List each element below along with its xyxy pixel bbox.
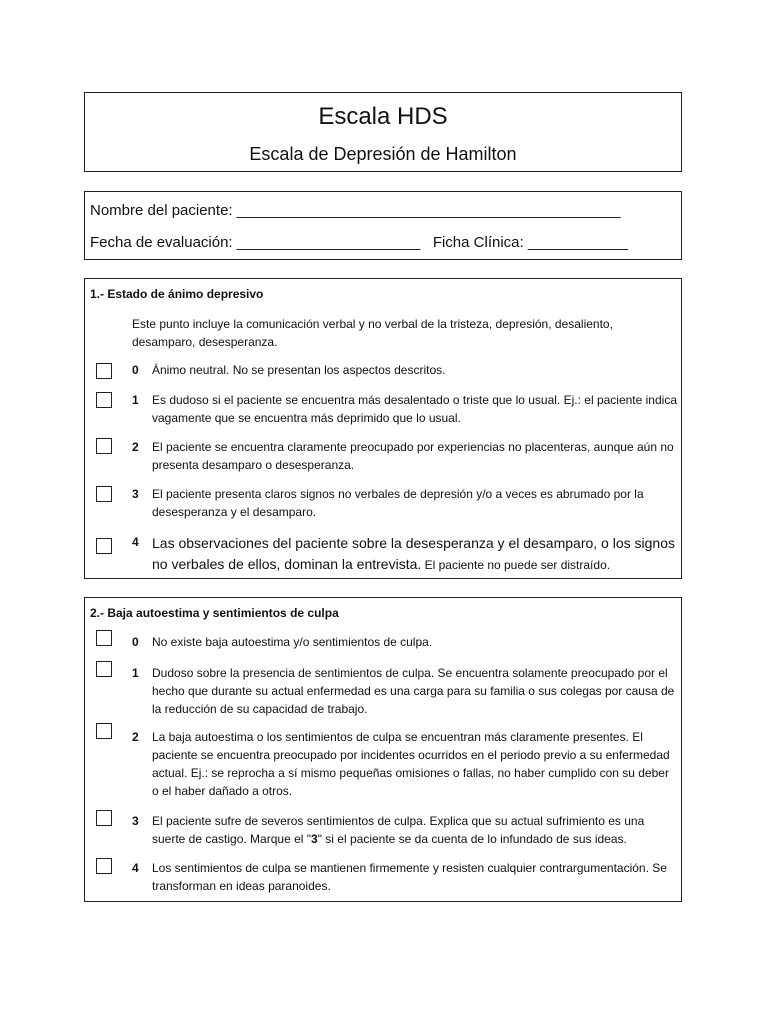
score-number: 1 (132, 666, 139, 680)
evaluation-date-field[interactable]: ______________________ (236, 234, 421, 251)
ficha-clinica-field[interactable]: ____________ (527, 234, 628, 251)
score-number: 2 (132, 440, 139, 454)
score-checkbox[interactable] (96, 438, 112, 454)
title-box (84, 92, 682, 172)
patient-name-line (90, 202, 621, 219)
score-description (152, 533, 677, 575)
score-checkbox[interactable] (96, 858, 112, 874)
score-checkbox[interactable] (96, 486, 112, 502)
score-number: 4 (132, 535, 139, 549)
score-description: No existe baja autoestima y/o sentimientos de culpa. (152, 635, 433, 649)
patient-info-box (84, 191, 682, 260)
score-number: 1 (132, 393, 139, 407)
score-checkbox[interactable] (96, 392, 112, 408)
section-title: 1.- Estado de ánimo depresivo (90, 287, 264, 301)
score-description: La baja autoestima o los sentimientos de culpa se encuentran más claramente presentes. El paciente se encuentra preocupado por incidentes ocurridos en el periodo previo a su enfermedad actual. Ej.: se reprocha a sí mismo pequeñas omisiones o fallas, no haber cumplido con su deber o el haber dañado a otros. (152, 730, 670, 798)
score-description: Dudoso sobre la presencia de sentimientos de culpa. Se encuentra solamente preocupado por el hecho que durante su actual enfermedad es una carga para su familia o sus colegas por causa de la reducción de su capacidad de trabajo. (152, 666, 675, 716)
section-autoestima-culpa (84, 597, 682, 902)
evaluation-date-label: Fecha de evaluación: (90, 234, 237, 251)
score-description: Ánimo neutral. No se presentan los aspectos descritos. (152, 363, 446, 377)
score-description: Los sentimientos de culpa se mantienen firmemente y resisten cualquier contrargumentación. Se transforman en ideas paranoides. (152, 861, 667, 893)
score-description-part: El paciente sufre de severos sentimientos de culpa. Explica que su actual sufrimiento es una suerte de castigo. Marque el " (152, 814, 645, 846)
score-checkbox[interactable] (96, 630, 112, 646)
score-description-emphasis: 3 (311, 832, 318, 846)
section-estado-animo (84, 278, 682, 579)
ficha-clinica-label: Ficha Clínica: (432, 234, 528, 251)
score-checkbox[interactable] (96, 810, 112, 826)
section-intro: Este punto incluye la comunicación verbal y no verbal de la tristeza, depresión, desaliento, desamparo, desesperanza. (132, 317, 613, 349)
score-number: 3 (132, 814, 139, 828)
score-number: 0 (132, 363, 139, 377)
page-title: Escala HDS (318, 103, 448, 130)
section-title: 2.- Baja autoestima y sentimientos de culpa (90, 606, 339, 620)
score-description-main: Las observaciones del paciente sobre la desesperanza y el desamparo, o los signos no verbales de ellos, dominan la entrevista. (152, 535, 675, 572)
evaluation-date-line (90, 234, 628, 251)
score-description (152, 812, 677, 848)
score-number: 4 (132, 861, 139, 875)
score-description: El paciente presenta claros signos no verbales de depresión y/o a veces es abrumado por la desesperanza y el desamparo. (152, 487, 644, 519)
score-checkbox[interactable] (96, 723, 112, 739)
score-number: 2 (132, 730, 139, 744)
page-subtitle: Escala de Depresión de Hamilton (249, 144, 517, 164)
score-checkbox[interactable] (96, 538, 112, 554)
score-number: 3 (132, 487, 139, 501)
score-description-part: " si el paciente se da cuenta de lo infundado de sus ideas. (317, 832, 627, 846)
patient-name-label: Nombre del paciente: (90, 202, 237, 219)
score-description: Es dudoso si el paciente se encuentra más desalentado o triste que lo usual. Ej.: el paciente indica vagamente que se encuentra más deprimido que lo usual. (152, 393, 677, 425)
score-description-note: El paciente no puede ser distraído. (421, 558, 611, 572)
score-description: El paciente se encuentra claramente preocupado por experiencias no placenteras, aunque aún no presenta desamparo o desesperanza. (152, 440, 674, 472)
patient-name-field[interactable]: ______________________________________________ (236, 202, 621, 219)
score-checkbox[interactable] (96, 661, 112, 677)
score-number: 0 (132, 635, 139, 649)
score-checkbox[interactable] (96, 363, 112, 379)
